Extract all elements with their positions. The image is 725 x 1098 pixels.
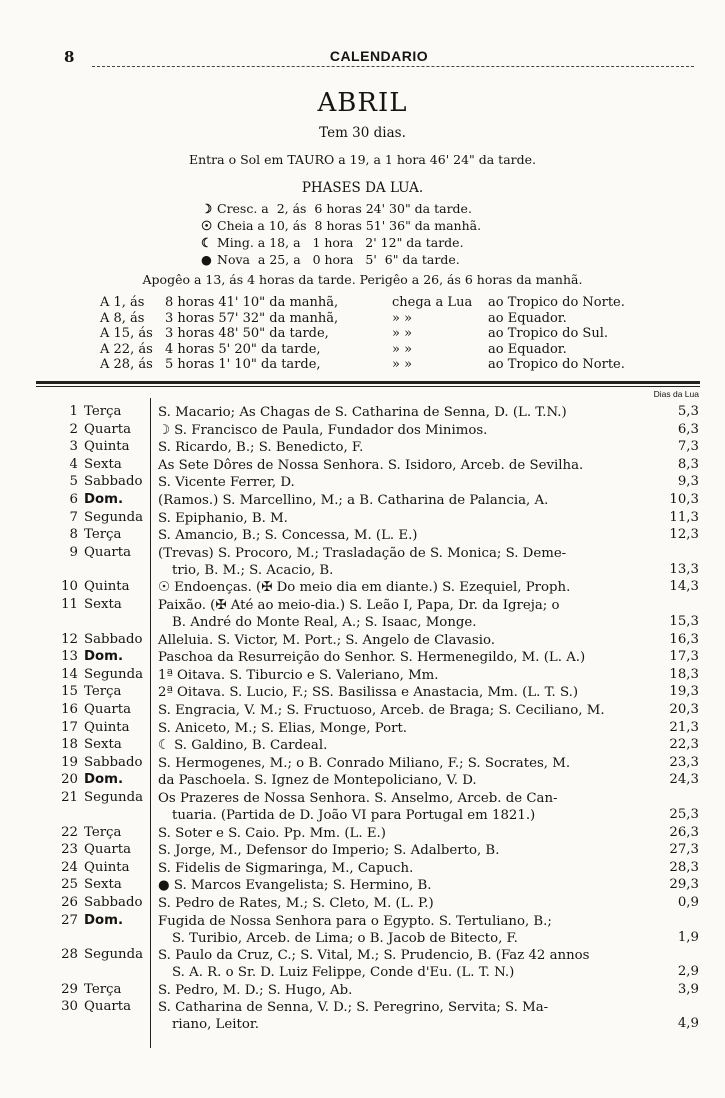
moon-age: 23,3	[669, 754, 699, 770]
moon-age: 7,3	[677, 439, 699, 455]
saints-line: 2ª Oitava. S. Lucio, F.; SS. Basilissa e Anastacia, Mm. (L. T. S.)	[158, 685, 579, 701]
saints-line: S. Pedro de Rates, M.; S. Cleto, M. (L. P.)	[158, 896, 434, 911]
day-number: 27	[61, 912, 78, 928]
running-title: CALENDARIO	[329, 48, 429, 64]
tropic-date: A 28, ás	[100, 357, 153, 372]
saints-text	[158, 947, 646, 981]
full-moon-icon: ☉	[201, 218, 213, 233]
saints-text	[158, 474, 646, 491]
moon-age: 8,3	[677, 456, 699, 472]
weekday: Sexta	[84, 597, 122, 612]
day-number: 20	[61, 772, 78, 788]
moon-phase-row	[201, 218, 481, 233]
day-number: 26	[61, 895, 78, 910]
moon-phase-row	[201, 201, 472, 216]
moon-age: 13,3	[669, 561, 699, 577]
day-number: 9	[69, 544, 78, 560]
day-number: 10	[61, 579, 78, 595]
weekday: Quinta	[84, 579, 130, 595]
weekday: Sexta	[84, 737, 122, 753]
saints-line: (Trevas) S. Procoro, M.; Trasladação de S. Monica; S. Deme-	[158, 545, 567, 561]
saints-text	[158, 457, 646, 474]
day-number: 16	[61, 702, 78, 717]
saints-line: trio, B. M.; S. Acacio, B.	[172, 562, 334, 578]
saints-line: da Paschoela. S. Ignez de Montepoliciano, V. D.	[158, 773, 477, 789]
running-header	[64, 48, 694, 72]
weekday: Quinta	[84, 719, 130, 735]
header-rule	[92, 66, 694, 67]
saints-line: (Ramos.) S. Marcellino, M.; a B. Catharina de Palancia, A.	[158, 493, 549, 508]
day-number: 29	[61, 981, 78, 997]
saints-line: tuaria. (Partida de D. João VI para Portugal em 1821.)	[172, 808, 536, 823]
saints-line: S. Jorge, M., Defensor do Imperio; S. Adalberto, B.	[158, 843, 500, 859]
weekday: Quarta	[84, 421, 132, 437]
day-number: 23	[61, 842, 78, 858]
weekday: Terça	[84, 404, 122, 419]
day-number: 19	[61, 754, 78, 770]
saints-text	[158, 702, 646, 719]
saints-text	[158, 439, 646, 456]
moon-age: 19,3	[669, 684, 699, 700]
weekday: Segunda	[84, 666, 144, 682]
moon-age: 1,9	[677, 929, 699, 945]
moon-age: 4,9	[677, 1016, 699, 1032]
saints-text	[158, 510, 646, 527]
moon-phase-text: Cresc. a 2, ás 6 horas 24' 30" da tarde.	[217, 201, 472, 216]
top-rule	[36, 381, 700, 384]
saints-line: 1ª Oitava. S. Tiburcio e S. Valeriano, Mm.	[158, 667, 439, 683]
saints-text	[158, 684, 646, 701]
tropic-time: 8 horas 41' 10" da manhã,	[165, 295, 339, 310]
saints-text	[158, 667, 646, 684]
day-number: 11	[61, 597, 78, 612]
day-number: 22	[61, 824, 78, 840]
saints-line: S. Fidelis de Sigmaringa, M., Capuch.	[158, 860, 414, 876]
weekday: Sexta	[84, 456, 122, 472]
saints-text	[158, 842, 646, 859]
day-number: 25	[61, 877, 78, 893]
weekday: Quarta	[84, 544, 132, 560]
weekday: Quarta	[84, 702, 132, 717]
saints-line: ☽ S. Francisco de Paula, Fundador dos Minimos.	[158, 422, 488, 438]
saints-line: ● S. Marcos Evangelista; S. Hermino, B.	[158, 878, 432, 894]
saints-text	[158, 545, 646, 579]
tropic-time: 3 horas 48' 50" da tarde,	[165, 326, 329, 341]
day-number: 21	[61, 790, 78, 805]
saints-line: S. Macario; As Chagas de S. Catharina de Senna, D. (L. T.N.)	[158, 405, 567, 420]
tropic-arrive: » »	[392, 326, 413, 341]
day-number: 13	[61, 649, 78, 665]
tropic-arrive: chega a Lua	[392, 295, 473, 310]
saints-text	[158, 790, 646, 824]
weekday: Segunda	[84, 790, 144, 805]
phases-title: PHASES DA LUA.	[301, 180, 424, 196]
day-number: 5	[69, 474, 78, 490]
moon-age: 29,3	[669, 877, 699, 893]
day-number: 2	[69, 421, 78, 437]
moon-phase-text: Nova a 25, a 0 hora 5' 6" da tarde.	[217, 252, 460, 267]
moon-age: 22,3	[669, 737, 699, 753]
weekday: Dom.	[84, 772, 124, 788]
weekday: Dom.	[84, 912, 124, 928]
tropic-date: A 8, ás	[100, 310, 145, 326]
saints-line: S. Ricardo, B.; S. Benedicto, F.	[158, 440, 364, 456]
saints-line: riano, Leitor.	[172, 1017, 259, 1033]
saints-line: S. Catharina de Senna, V. D.; S. Peregrino, Servita; S. Ma-	[158, 1000, 549, 1016]
saints-text	[158, 877, 646, 894]
tropic-date: A 1, ás	[100, 295, 145, 310]
tropic-dest: ao Equador.	[488, 341, 567, 357]
saints-text	[158, 597, 646, 631]
last-quarter-moon-icon: ☾	[201, 235, 213, 250]
moon-age: 2,9	[677, 964, 699, 980]
saints-line: Fugida de Nossa Senhora para o Egypto. S. Tertuliano, B.;	[158, 913, 552, 929]
saints-text	[158, 982, 646, 999]
moon-age: 9,3	[677, 474, 699, 490]
day-number: 14	[61, 666, 78, 682]
saints-line: Paschoa da Resurreição do Senhor. S. Hermenegildo, M. (L. A.)	[158, 650, 586, 666]
moon-age: 10,3	[669, 492, 699, 507]
weekday: Sexta	[84, 877, 122, 893]
moon-age: 11,3	[669, 509, 699, 525]
tropic-dest: ao Tropico do Norte.	[488, 357, 625, 372]
saints-text	[158, 422, 646, 439]
day-number: 3	[69, 439, 78, 455]
weekday: Terça	[84, 527, 122, 543]
top-rule-thin	[36, 386, 700, 387]
weekday: Sabbado	[84, 754, 143, 770]
day-number: 4	[69, 456, 78, 472]
saints-text	[158, 527, 646, 544]
tropic-time: 3 horas 57' 32" da manhã,	[165, 310, 339, 326]
moon-phase-text: Cheia a 10, ás 8 horas 51' 36" da manhã.	[217, 218, 482, 233]
saints-text	[158, 737, 646, 754]
saints-line: ☉ Endoenças. (✠ Do meio dia em diante.) S. Ezequiel, Proph.	[158, 580, 571, 596]
tropic-time: 4 horas 5' 20" da tarde,	[165, 341, 321, 357]
saints-line: ☾ S. Galdino, B. Cardeal.	[158, 738, 328, 754]
moon-age: 24,3	[669, 772, 699, 788]
saints-line: S. Paulo da Cruz, C.; S. Vital, M.; S. Prudencio, B. (Faz 42 annos	[158, 948, 590, 964]
day-number: 28	[61, 947, 78, 963]
weekday: Quarta	[84, 999, 132, 1015]
moon-age: 26,3	[669, 824, 699, 840]
saints-line: S. Turibio, Arceb. de Lima; o B. Jacob de Bitecto, F.	[172, 930, 518, 946]
saints-line: Os Prazeres de Nossa Senhora. S. Anselmo, Arceb. de Can-	[158, 791, 558, 806]
day-number: 7	[69, 509, 78, 525]
day-number: 24	[61, 859, 78, 875]
saints-line: S. Aniceto, M.; S. Elias, Monge, Port.	[158, 720, 408, 736]
day-number: 6	[69, 492, 78, 507]
saints-text	[158, 999, 646, 1033]
day-number: 15	[61, 684, 78, 700]
moon-age: 3,9	[677, 981, 699, 997]
weekday: Terça	[84, 981, 122, 997]
moon-age: 6,3	[677, 421, 699, 437]
first-quarter-moon-icon: ☽	[201, 201, 213, 216]
tropic-dest: ao Tropico do Norte.	[488, 295, 625, 310]
saints-line: S. Pedro, M. D.; S. Hugo, Ab.	[158, 982, 353, 998]
tropic-time: 5 horas 1' 10" da tarde,	[165, 357, 321, 372]
weekday: Quinta	[84, 439, 130, 455]
moon-age: 17,3	[669, 649, 699, 665]
moon-age: 25,3	[669, 807, 699, 822]
moon-phase-text: Ming. a 18, a 1 hora 2' 12" da tarde.	[217, 235, 464, 250]
weekday: Quinta	[84, 859, 130, 875]
saints-text	[158, 895, 646, 912]
saints-text	[158, 913, 646, 947]
day-number: 18	[61, 737, 78, 753]
saints-line: B. André do Monte Real, A.; S. Isaac, Monge.	[172, 615, 477, 630]
apogee-perigee: Apogêo a 13, ás 4 horas da tarde. Perigêo a 26, ás 6 horas da manhã.	[142, 272, 583, 287]
tropic-date: A 22, ás	[100, 341, 153, 357]
weekday: Terça	[84, 824, 122, 840]
saints-text	[158, 772, 646, 789]
saints-line: S. Engracia, V. M.; S. Fructuoso, Arceb. de Braga; S. Ceciliano, M.	[158, 703, 605, 718]
saints-text	[158, 755, 646, 772]
tropic-arrive: » »	[392, 310, 413, 326]
day-number: 12	[61, 631, 78, 647]
saints-line: S. A. R. o Sr. D. Luiz Felippe, Conde d'Eu. (L. T. N.)	[172, 965, 515, 981]
saints-line: Paixão. (✠ Até ao meio-dia.) S. Leão I, Papa, Dr. da Igreja; o	[158, 598, 560, 613]
moon-age: 5,3	[677, 404, 699, 419]
weekday: Dom.	[84, 649, 124, 665]
sun-entry: Entra o Sol em TAURO a 19, a 1 hora 46' 24" da tarde.	[188, 152, 537, 167]
moon-age: 20,3	[669, 702, 699, 717]
saints-line: Alleluia. S. Victor, M. Port.; S. Angelo de Clavasio.	[158, 632, 495, 648]
moon-age: 14,3	[669, 579, 699, 595]
saints-line: S. Vicente Ferrer, D.	[158, 475, 295, 491]
day-number: 17	[61, 719, 78, 735]
saints-text	[158, 632, 646, 649]
moon-days-label: Dias da Lua	[653, 389, 699, 399]
saints-text	[158, 720, 646, 737]
saints-line: S. Hermogenes, M.; o B. Conrado Miliano, F.; S. Socrates, M.	[158, 755, 571, 771]
moon-age: 18,3	[669, 666, 699, 682]
saints-line: S. Epiphanio, B. M.	[158, 510, 288, 526]
weekday: Terça	[84, 684, 122, 700]
weekday: Quarta	[84, 842, 132, 858]
weekday: Dom.	[84, 492, 124, 507]
saints-text	[158, 404, 646, 421]
saints-text	[158, 492, 646, 509]
moon-age: 15,3	[669, 614, 699, 629]
tropic-date: A 15, ás	[100, 326, 153, 341]
page-number: 8	[64, 48, 75, 66]
day-number: 30	[61, 999, 78, 1015]
moon-age: 21,3	[669, 719, 699, 735]
saints-text	[158, 860, 646, 877]
tropic-arrive: » »	[392, 357, 413, 372]
tropic-dest: ao Tropico do Sul.	[488, 326, 608, 341]
saints-line: As Sete Dôres de Nossa Senhora. S. Isidoro, Arceb. de Sevilha.	[158, 457, 584, 473]
moon-age: 0,9	[677, 895, 699, 910]
days-count: Tem 30 dias.	[319, 125, 406, 141]
saints-line: S. Soter e S. Caio. Pp. Mm. (L. E.)	[158, 825, 386, 841]
moon-age: 28,3	[669, 859, 699, 875]
day-number: 8	[69, 527, 78, 543]
new-moon-icon: ●	[201, 252, 212, 267]
moon-age: 12,3	[669, 527, 699, 543]
tropic-arrive: » »	[392, 341, 413, 357]
moon-age: 27,3	[669, 842, 699, 858]
weekday: Segunda	[84, 509, 144, 525]
tropic-dest: ao Equador.	[488, 310, 567, 326]
weekday: Sabbado	[84, 895, 143, 910]
day-number: 1	[69, 404, 78, 419]
saints-text	[158, 649, 646, 666]
saints-line: S. Amancio, B.; S. Concessa, M. (L. E.)	[158, 528, 418, 544]
moon-phase-row	[201, 235, 464, 250]
saints-text	[158, 579, 646, 596]
weekday: Segunda	[84, 947, 144, 963]
month-title: ABRIL	[317, 88, 408, 118]
moon-age: 16,3	[669, 631, 699, 647]
saints-text	[158, 825, 646, 842]
moon-phase-row	[201, 252, 460, 267]
weekday: Sabbado	[84, 474, 143, 490]
column-divider	[150, 398, 151, 1048]
weekday: Sabbado	[84, 631, 143, 647]
